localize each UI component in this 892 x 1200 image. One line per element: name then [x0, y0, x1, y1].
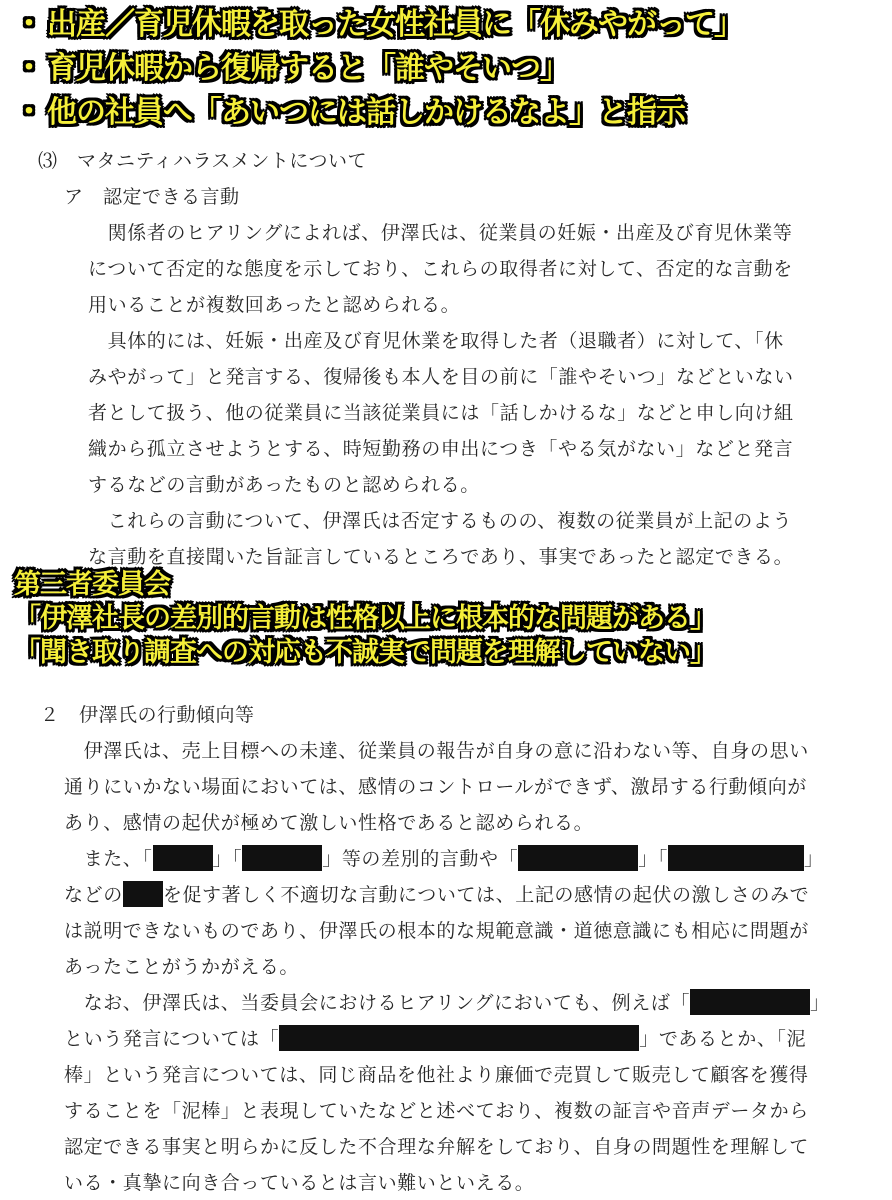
- overlay-line: ・ 出産／育児休暇を取った女性社員に「休みやがって」: [14, 7, 743, 42]
- bullet-icon: ・: [14, 7, 43, 42]
- text-line: あり、感情の起伏が極めて激しい性格であると認められる。: [64, 812, 594, 834]
- text-line: は説明できないものであり、伊澤氏の根本的な規範意識・道徳意識にも相応に問題が: [64, 920, 809, 942]
- text-line: 者として扱う、他の従業員に当該従業員には「話しかけるな」などと申し向け組: [88, 402, 794, 424]
- bullet-icon: ・: [14, 95, 43, 130]
- text-line: これらの言動について、伊澤氏は否定するものの、複数の従業員が上記のよう: [88, 510, 793, 532]
- redaction-bar: [668, 845, 804, 871]
- overlay-line: 「聞き取り調査への対応も不誠実で問題を理解していない」: [14, 637, 716, 668]
- text-line: いる・真摯に向き合っているとは言い難いといえる。: [64, 1172, 535, 1194]
- text-line-redacted: という発言については「 」であるとか、「泥: [64, 1024, 806, 1051]
- text-line-redacted: などの を促す著しく不適切な言動については、上記の感情の起伏の激しさのみで: [64, 880, 809, 907]
- overlay-line: 「伊澤社長の差別的言動は性格以上に根本的な問題がある」: [14, 603, 716, 634]
- text-line-redacted: なお、伊澤氏は、当委員会におけるヒアリングにおいても、例えば「 」: [64, 988, 830, 1015]
- text-line: 認定できる事実と明らかに反した不合理な弁解をしており、自身の問題性を理解して: [64, 1136, 809, 1158]
- overlay-line: 第三者委員会: [14, 569, 170, 600]
- section2-heading: ２ 伊澤氏の行動傾向等: [40, 704, 255, 726]
- text-line: 用いることが複数回あったと認められる。: [88, 294, 461, 316]
- redaction-bar: [690, 989, 810, 1015]
- text-line: するなどの言動があったものと認められる。: [88, 474, 480, 496]
- section3-subheading: ア 認定できる言動: [64, 186, 240, 208]
- redaction-bar: [518, 845, 638, 871]
- text-line-redacted: また、「 」「 」等の差別的言動や「 」「 」: [64, 844, 824, 871]
- text-line: について否定的な態度を示しており、これらの取得者に対して、否定的な言動を: [88, 258, 793, 280]
- text-line: 関係者のヒアリングによれば、伊澤氏は、従業員の妊娠・出産及び育児休業等: [88, 222, 793, 244]
- redaction-bar: [242, 845, 322, 871]
- overlay-line: ・ 育児休暇から復帰すると「誰やそいつ」: [14, 51, 569, 86]
- text-line: あったことがうかがえる。: [64, 956, 300, 978]
- overlay-line: ・ 他の社員へ「あいつには話しかけるなよ」と指示: [14, 95, 685, 130]
- text-line: な言動を直接聞いた旨証言しているところであり、事実であったと認定できる。: [88, 546, 794, 568]
- bullet-icon: ・: [14, 51, 43, 86]
- text-line: みやがって」と発言する、復帰後も本人を目の前に「誰やそいつ」などといない: [88, 366, 794, 388]
- redaction-bar: [123, 881, 163, 907]
- section3-heading: ⑶ マタニティハラスメントについて: [38, 150, 368, 172]
- text-line: 棒」という発言については、同じ商品を他社より廉価で売買して販売して顧客を獲得: [64, 1064, 809, 1086]
- text-line: 通りにいかない場面においては、感情のコントロールができず、激昂する行動傾向が: [64, 776, 807, 798]
- text-line: することを「泥棒」と表現していたなどと述べており、複数の証言や音声データから: [64, 1100, 809, 1122]
- text-line: 具体的には、妊娠・出産及び育児休業を取得した者（退職者）に対して、「休: [88, 330, 784, 352]
- text-line: 織から孤立させようとする、時短勤務の申出につき「やる気がない」などと発言: [88, 438, 794, 460]
- redaction-bar: [153, 845, 213, 871]
- redaction-bar: [279, 1025, 639, 1051]
- text-line: 伊澤氏は、売上目標への未達、従業員の報告が自身の意に沿わない等、自身の思い: [64, 740, 809, 762]
